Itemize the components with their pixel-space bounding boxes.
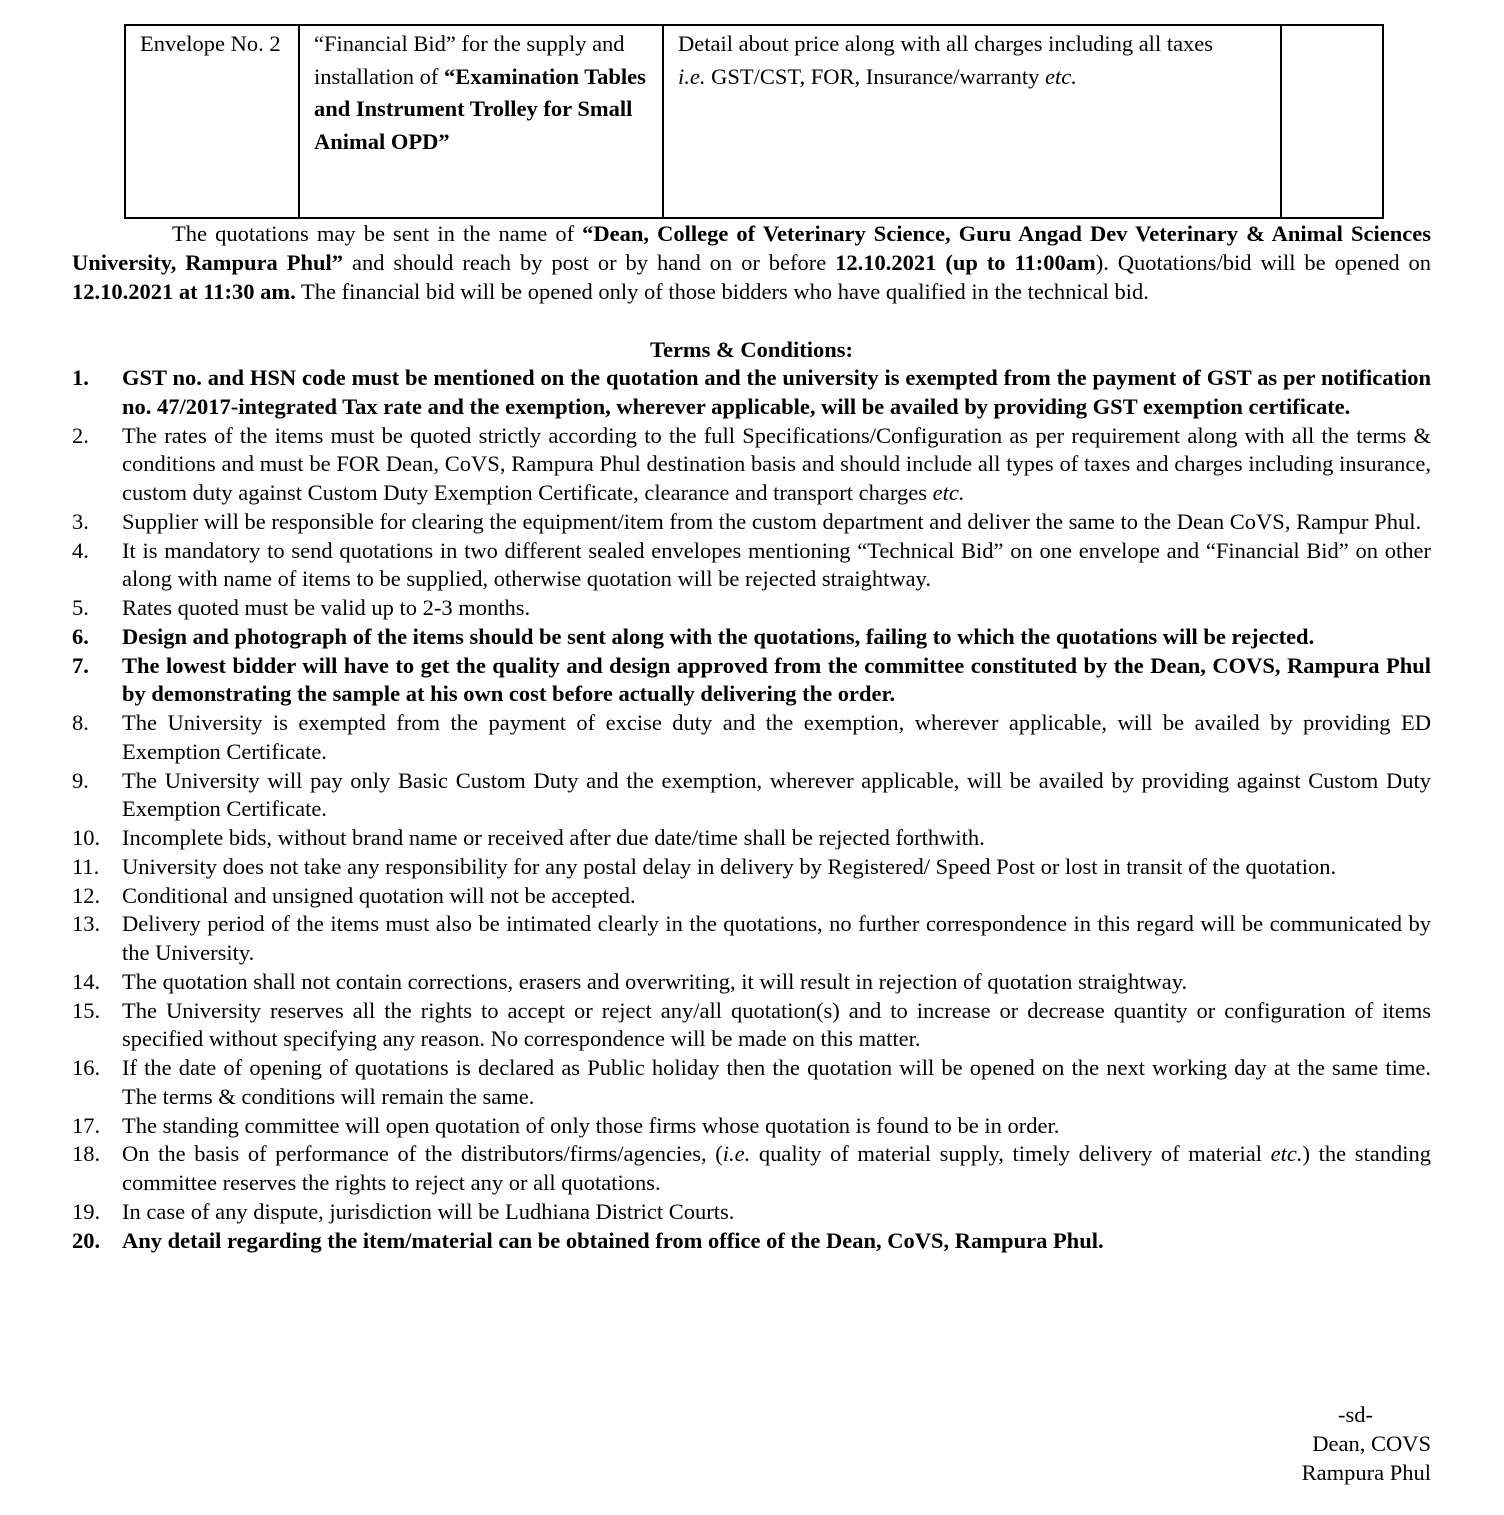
envelope-description-cell [299, 25, 663, 218]
signatory-title: Dean, COVS [1312, 1431, 1431, 1456]
list-item: 10. Incomplete bids, without brand name or received after due date/time shall be rejected forthwith. [72, 825, 985, 850]
para-text: ). Quotations/bid will be opened on [1095, 250, 1432, 275]
opening-time-bold: 12.10.2021 at 11:30 am. [72, 279, 296, 304]
envelope-number-cell: Envelope No. 2 [125, 25, 299, 218]
list-item: 20. Any detail regarding the item/material can be obtained from office of the Dean, CoVS, Rampura Phul. [72, 1227, 1104, 1253]
signatory-place: Rampura Phul [1301, 1460, 1431, 1485]
list-item: 1. GST no. and HSN code must be mentioned on the quotation and the university is exempted from the payment of GST as per notification no. 47/2017-integrated Tax rate and the exemption, wherever applicable, will be availed by providing GST exemption certificate. [72, 365, 1431, 419]
list-item: 18. On the basis of performance of the distributors/firms/agencies, (i.e. quality of material supply, timely delivery of material etc.) the standing committee reserves the rights to reject any or all quotations. [72, 1141, 1431, 1195]
list-item: 3. Supplier will be responsible for clearing the equipment/item from the custom department and deliver the same to the Dean CoVS, Rampur Phul. [72, 508, 1422, 534]
details-line: Detail about price along with all charges including all taxes [678, 31, 1214, 56]
list-item: 15. The University reserves all the rights to accept or reject any/all quotation(s) and to increase or decrease quantity or configuration of items specified without specifying any reason. No correspondence will be made on this matter. [72, 997, 1431, 1052]
list-item: 2. The rates of the items must be quoted strictly according to the full Specifications/Configuration as per requirement along with all the terms & conditions and must be FOR Dean, CoVS, Rampura Phul destination basis and should include all types of taxes and charges including insurance, custom duty against Custom Duty Exemption Certificate, clearance and transport charges etc. [72, 422, 1431, 505]
submission-paragraph [72, 219, 1431, 306]
table-row [125, 25, 1383, 218]
details-ie: i.e. [678, 63, 706, 89]
empty-cell [1281, 25, 1383, 218]
envelope-table [124, 24, 1384, 219]
signature-block [1302, 1400, 1431, 1487]
list-item: 17. The standing committee will open quotation of only those firms whose quotation is found to be in order. [72, 1112, 1060, 1138]
list-item: 12. Conditional and unsigned quotation will not be accepted. [72, 882, 636, 908]
item-name-bold: “Examination Tables and Instrument Trolley for Small Animal OPD” [314, 63, 646, 154]
list-item: 6. Design and photograph of the items should be sent along with the quotations, failing to which the quotations will be rejected. [72, 623, 1315, 649]
addressee-bold: “Dean, College of Veterinary Science, Guru Angad Dev Veterinary & Animal Sciences University, Rampura Phul” [72, 221, 1431, 275]
details-etc: etc. [1045, 63, 1077, 89]
list-item: 14. The quotation shall not contain corrections, erasers and overwriting, it will result in rejection of quotation straightway. [72, 968, 1188, 994]
deadline-bold: 12.10.2021 (up to 11:00am [835, 250, 1096, 275]
list-item: 9. The University will pay only Basic Custom Duty and the exemption, wherever applicable, will be availed by providing against Custom Duty Exemption Certificate. [72, 767, 1431, 822]
list-item: 16. If the date of opening of quotations is declared as Public holiday then the quotation will be opened on the next working day at the same time. The terms & conditions will remain the same. [72, 1055, 1431, 1109]
para-text: The financial bid will be opened only of those bidders who have qualified in the technical bid. [295, 279, 1149, 304]
list-item: 11. University does not take any responsibility for any postal delay in delivery by Registered/ Speed Post or lost in transit of the quotation. [72, 853, 1337, 879]
envelope-details-cell [663, 25, 1281, 218]
para-text: and should reach by post or by hand on or before [343, 250, 836, 275]
terms-heading: Terms & Conditions: [650, 337, 853, 362]
list-item: 4. It is mandatory to send quotations in two different sealed envelopes mentioning “Technical Bid” on one envelope and “Financial Bid” on other along with name of items to be supplied, otherwise quotation will be rejected straightway. [72, 537, 1431, 592]
list-item: 5. Rates quoted must be valid up to 2-3 months. [72, 595, 531, 620]
signature-mark: -sd- [1338, 1402, 1373, 1427]
list-item: 13. Delivery period of the items must also be intimated clearly in the quotations, no further correspondence in this regard will be communicated by the University. [72, 911, 1431, 965]
list-item: 8. The University is exempted from the payment of excise duty and the exemption, wherever applicable, will be availed by providing ED Exemption Certificate. [72, 710, 1431, 764]
para-text: The quotations may be sent in the name of [172, 221, 583, 246]
description-text: “Financial Bid” for the supply and installation of [314, 31, 625, 89]
details-taxes: GST/CST, FOR, Insurance/warranty [705, 63, 1046, 89]
list-item: 19. In case of any dispute, jurisdiction will be Ludhiana District Courts. [72, 1198, 735, 1224]
list-item: 7. The lowest bidder will have to get the quality and design approved from the committee constituted by the Dean, COVS, Rampura Phul by demonstrating the sample at his own cost before actually delivering the order. [72, 652, 1431, 707]
terms-list [72, 364, 1431, 1255]
